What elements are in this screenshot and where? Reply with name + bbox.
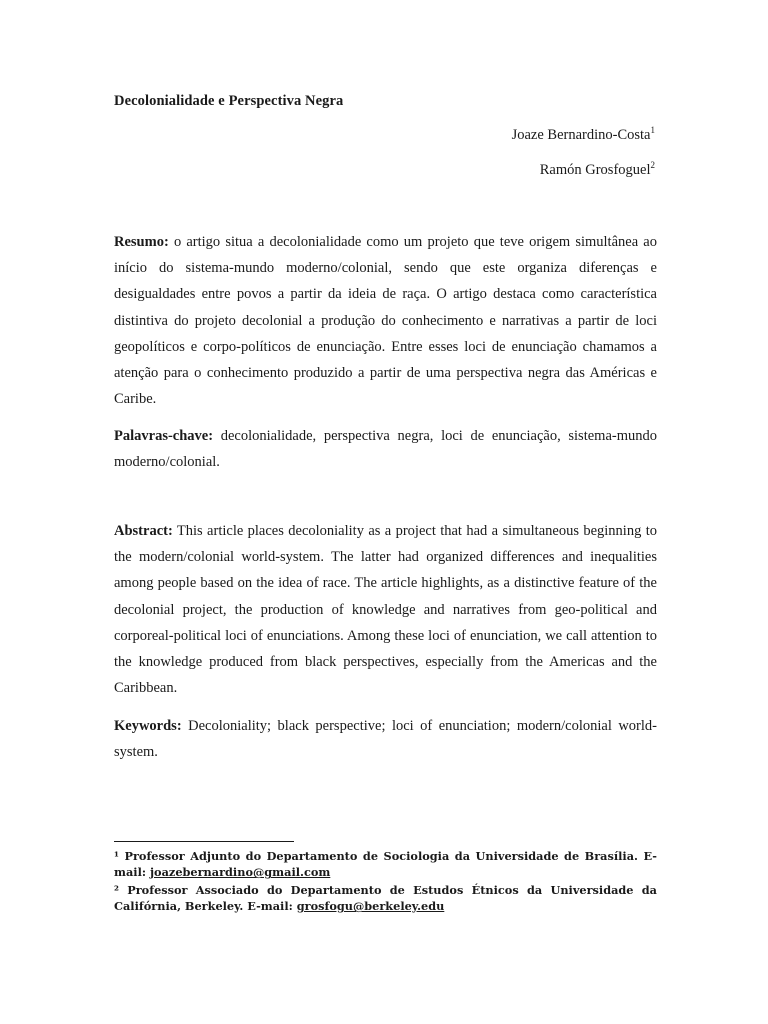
author-2: [540, 162, 655, 179]
keywords-paragraph: [114, 713, 657, 765]
author-2-name: Ramón Grosfoguel: [539, 162, 651, 178]
palavras-chave-label: Palavras-chave:: [114, 428, 214, 444]
keywords-text: Decoloniality; black perspective; loci of enunciation; modern/colonial world-system.: [114, 718, 657, 761]
paper-title: Decolonialidade e Perspectiva Negra: [114, 93, 344, 109]
footnote-2-marker: ²: [114, 882, 119, 897]
footnotes: [114, 848, 657, 916]
resumo-label: Resumo:: [114, 234, 169, 250]
resumo-text: o artigo situa a decolonialidade como um projeto que teve origem simultânea ao início do sistema-mundo moderno/colonial, sendo que este organiza diferenças e desigualdades entre povos a partir da ideia de raça. O artigo destaca como característica distintiva do projeto decolonial a produção do conhecimento e narrativas a partir de loci geopolíticos e corpo-políticos de enunciação. Entre esses loci de enunciação chamamos a atenção para o conhecimento produzido a partir de uma perspectiva negra das Américas e Caribe.: [114, 234, 657, 408]
keywords-label: Keywords:: [114, 718, 182, 734]
author-2-footnote-ref[interactable]: 2: [650, 160, 655, 171]
footnote-1-text: Professor Adjunto do Departamento de Sociologia da Universidade de Brasília. E-mail:: [114, 849, 657, 880]
palavras-chave-text: decolonialidade, perspectiva negra, loci de enunciação, sistema-mundo moderno/colonial.: [114, 428, 657, 471]
abstract-paragraph: [114, 518, 657, 701]
footnote-2-text: Professor Associado do Departamento de Estudos Étnicos da Universidade da Califórnia, Berkeley. E-mail:: [114, 882, 657, 914]
author-1: [512, 127, 655, 144]
author-1-name: Joaze Bernardino-Costa: [511, 127, 651, 143]
author-1-footnote-ref[interactable]: 1: [650, 125, 655, 136]
footnote-2: [114, 882, 657, 915]
palavras-chave-paragraph: [114, 423, 657, 475]
footnote-2-email-link[interactable]: grosfogu@berkeley.edu: [296, 899, 445, 914]
footnote-separator: [114, 841, 294, 842]
footnote-1-email-link[interactable]: joazebernardino@gmail.com: [149, 865, 331, 880]
resumo-paragraph: [114, 229, 657, 412]
footnote-1-marker: ¹: [114, 849, 119, 863]
abstract-text: This article places decoloniality as a project that had a simultaneous beginning to the modern/colonial world-system. The latter had organized differences and inequalities among people based on the idea of race. The article highlights, as a distinctive feature of the decolonial project, the production of knowledge and narratives from geo-political and corporeal-political loci of enunciations. Among these loci of enunciation, we call attention to the knowledge produced from black perspectives, especially from the Americas and the Caribbean.: [114, 523, 657, 697]
footnote-1: [114, 848, 657, 881]
abstract-label: Abstract:: [114, 523, 173, 539]
